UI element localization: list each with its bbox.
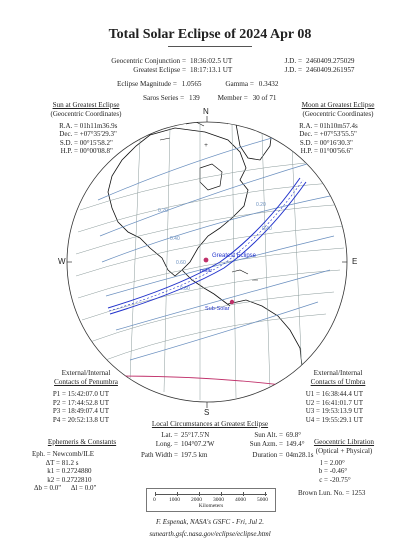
moon-dec-label: Dec. =	[299, 130, 318, 139]
scale-label-5000: 5000	[257, 497, 268, 503]
greatest-eclipse-label: Greatest Eclipse =	[133, 66, 186, 74]
u2-value: 16:41:01.7 UT	[321, 398, 363, 407]
polar-label: polar	[200, 268, 213, 274]
delta-b-label: Δb =	[34, 484, 48, 493]
page-title: Total Solar Eclipse of 2024 Apr 08	[108, 27, 312, 42]
sun-ra-label: R.A. =	[59, 121, 78, 130]
p1-value: 15:42:07.0 UT	[67, 390, 109, 398]
moon-ra-value: 01h10m57.4s	[319, 121, 358, 130]
duration-value: 04m28.1s	[286, 451, 314, 460]
sun-alt-label: Sun Alt. =	[254, 431, 283, 439]
ephemeris-eph: Eph. = Newcomb/ILE	[32, 450, 95, 458]
u4-value: 19:55:29.1 UT	[321, 415, 363, 424]
subsolar-label: Sub-Solar	[205, 306, 230, 312]
greatest-eclipse-marker	[204, 258, 209, 263]
member-value: 30 of 71	[252, 94, 277, 102]
scale-label-2000: 2000	[191, 497, 202, 503]
sun-dec-label: Dec. =	[59, 130, 78, 139]
p2-label: P2 =	[52, 398, 66, 407]
libration-block	[294, 438, 394, 498]
k2-label: k2 =	[47, 475, 60, 484]
long-value: 104°07.2'W	[181, 439, 215, 448]
moon-subtitle: (Geocentric Coordinates)	[302, 110, 374, 118]
sun-azm-value: 149.4°	[286, 439, 305, 448]
saros-value: 139	[188, 94, 200, 102]
member-label: Member =	[217, 94, 248, 102]
gamma-label: Gamma =	[225, 80, 254, 88]
u4-label: U4 =	[305, 415, 320, 424]
p3-value: 18:49:07.4 UT	[67, 407, 109, 416]
u2-label: U2 =	[305, 398, 320, 407]
p4-label: P4 =	[52, 415, 66, 424]
lib-l-label: l =	[320, 458, 328, 467]
moon-title: Moon at Greatest Eclipse	[301, 101, 375, 109]
k1-value: 0.2724880	[61, 467, 92, 476]
p2-value: 17:44:52.8 UT	[67, 398, 109, 407]
libration-title: Geocentric Libration	[313, 438, 375, 446]
sun-ra-value: 01h11m36.9s	[79, 121, 118, 130]
greatest-eclipse-value: 18:17:13.1 UT	[190, 66, 233, 74]
gamma-value: 0.3432	[258, 80, 279, 88]
contour-label-6: 0.40	[262, 226, 272, 232]
duration-label: Duration =	[252, 451, 283, 460]
penumbra-rows	[48, 390, 138, 424]
sun-subtitle: (Geocentric Coordinates)	[50, 110, 122, 118]
scale-label-0: 0	[153, 497, 156, 503]
moon-dec-value: +07°53'55.5"	[319, 130, 357, 139]
long-label: Long. =	[155, 439, 178, 448]
sun-azm-label: Sun Azm. =	[249, 439, 283, 448]
scale-bar-line	[155, 494, 267, 495]
penumbra-title: External/Internal	[61, 369, 111, 377]
lib-l-value: 2.00°	[329, 458, 345, 467]
conjunction-jd-value: 2460409.275029	[306, 57, 355, 65]
scale-label-4000: 4000	[235, 497, 246, 503]
k2-value: 0.2722810	[61, 475, 92, 484]
path-width-value: 197.5 km	[181, 451, 208, 460]
umbra-rows	[302, 390, 388, 424]
moon-hp-value: 01°00'56.6"	[319, 147, 353, 156]
scale-label-3000: 3000	[213, 497, 224, 503]
libration-subtitle: (Optical + Physical)	[315, 447, 373, 455]
brown-lunation	[298, 489, 394, 498]
lib-c-value: -20.75°	[329, 475, 351, 484]
local-rows	[136, 431, 313, 460]
contour-label-1: 0.20	[158, 208, 168, 214]
sun-dec-value: +07°35'29.3"	[79, 130, 117, 139]
ephemeris-rows	[34, 459, 136, 493]
conjunction-jd-label: J.D. =	[284, 57, 302, 65]
sun-sd-label: S.D. =	[59, 138, 78, 147]
compass-north: N	[203, 107, 209, 116]
local-title: Local Circumstances at Greatest Eclipse	[151, 420, 269, 428]
contour-label-4: 0.80	[180, 286, 190, 292]
moon-hp-label: H.P. =	[300, 147, 318, 156]
u1-label: U1 =	[305, 390, 320, 398]
compass-south: S	[204, 408, 210, 417]
moon-sd-label: S.D. =	[299, 138, 318, 147]
conjunction-value: 18:36:02.5 UT	[190, 57, 233, 65]
conjunction-label: Geocentric Conjunction =	[111, 57, 186, 65]
sun-hp-value: 00°00'08.8"	[79, 147, 113, 156]
sun-sd-value: 00°15'58.2"	[79, 138, 113, 147]
scale-bar-frame	[146, 488, 276, 512]
contour-label-5: 0.20	[256, 202, 266, 208]
greatest-jd-value: 2460409.261957	[306, 66, 355, 74]
umbra-title: External/Internal	[313, 369, 363, 377]
greatest-jd-label: J.D. =	[284, 66, 302, 74]
delta-t-label: ΔT =	[45, 458, 60, 467]
p3-label: P3 =	[52, 407, 66, 416]
brown-value: 1253	[351, 489, 366, 498]
lib-c-label: c =	[319, 475, 328, 484]
u3-value: 19:53:13.9 UT	[321, 407, 363, 416]
moon-ra-label: R.A. =	[299, 121, 318, 130]
saros-label: Saros Series =	[143, 94, 185, 102]
sun-alt-value: 69.8°	[286, 431, 302, 439]
ephemeris-title: Ephemeris & Constants	[47, 438, 117, 446]
p1-label: P1 =	[52, 390, 66, 398]
ephemeris-block	[28, 438, 136, 493]
greatest-eclipse-label: Greatest Eclipse	[212, 253, 257, 259]
delta-t-value: 81.2 s	[61, 458, 79, 467]
lib-b-value: -0.46°	[329, 467, 348, 476]
magnitude-label: Eclipse Magnitude =	[117, 80, 177, 88]
umbra-block	[288, 369, 388, 424]
credit-line: F. Espenak, NASA's GSFC - Fri, Jul 2.	[155, 518, 265, 526]
k1-label: k1 =	[47, 467, 60, 476]
scale-label-1000: 1000	[169, 497, 180, 503]
contour-label-2: 0.40	[170, 236, 180, 242]
source-url[interactable]: sunearth.gsfc.nasa.gov/eclipse/eclipse.html	[149, 530, 271, 538]
p4-value: 20:52:13.8 UT	[67, 415, 109, 424]
delta-l-value: 0.0"	[84, 484, 97, 493]
penumbra-block	[34, 369, 138, 424]
lat-value: 25°17.5'N	[181, 431, 210, 439]
delta-b-value: 0.0"	[49, 484, 62, 493]
u3-label: U3 =	[305, 407, 320, 416]
lat-label: Lat. =	[161, 431, 178, 439]
penumbra-subtitle: Contacts of Penumbra	[54, 378, 118, 386]
compass-west: W	[58, 257, 66, 266]
umbra-subtitle: Contacts of Umbra	[310, 378, 366, 386]
sun-hp-label: H.P. =	[60, 147, 78, 156]
contour-label-3: 0.60	[176, 260, 186, 266]
subsolar-marker	[230, 300, 234, 304]
magnitude-value: 1.0565	[181, 80, 202, 88]
delta-l-label: Δl =	[70, 484, 83, 493]
u1-value: 16:38:44.4 UT	[321, 390, 363, 398]
moon-sd-value: 00°16'30.3"	[319, 138, 353, 147]
libration-rows	[314, 459, 394, 485]
compass-east: E	[352, 257, 358, 266]
scale-unit: Kilometers	[198, 503, 224, 509]
sun-title: Sun at Greatest Eclipse	[52, 101, 120, 109]
lib-b-label: b =	[318, 467, 328, 476]
path-width-label: Path Width =	[141, 451, 178, 460]
map-mark-plus: +	[204, 142, 208, 149]
brown-label: Brown Lun. No. =	[298, 489, 350, 498]
